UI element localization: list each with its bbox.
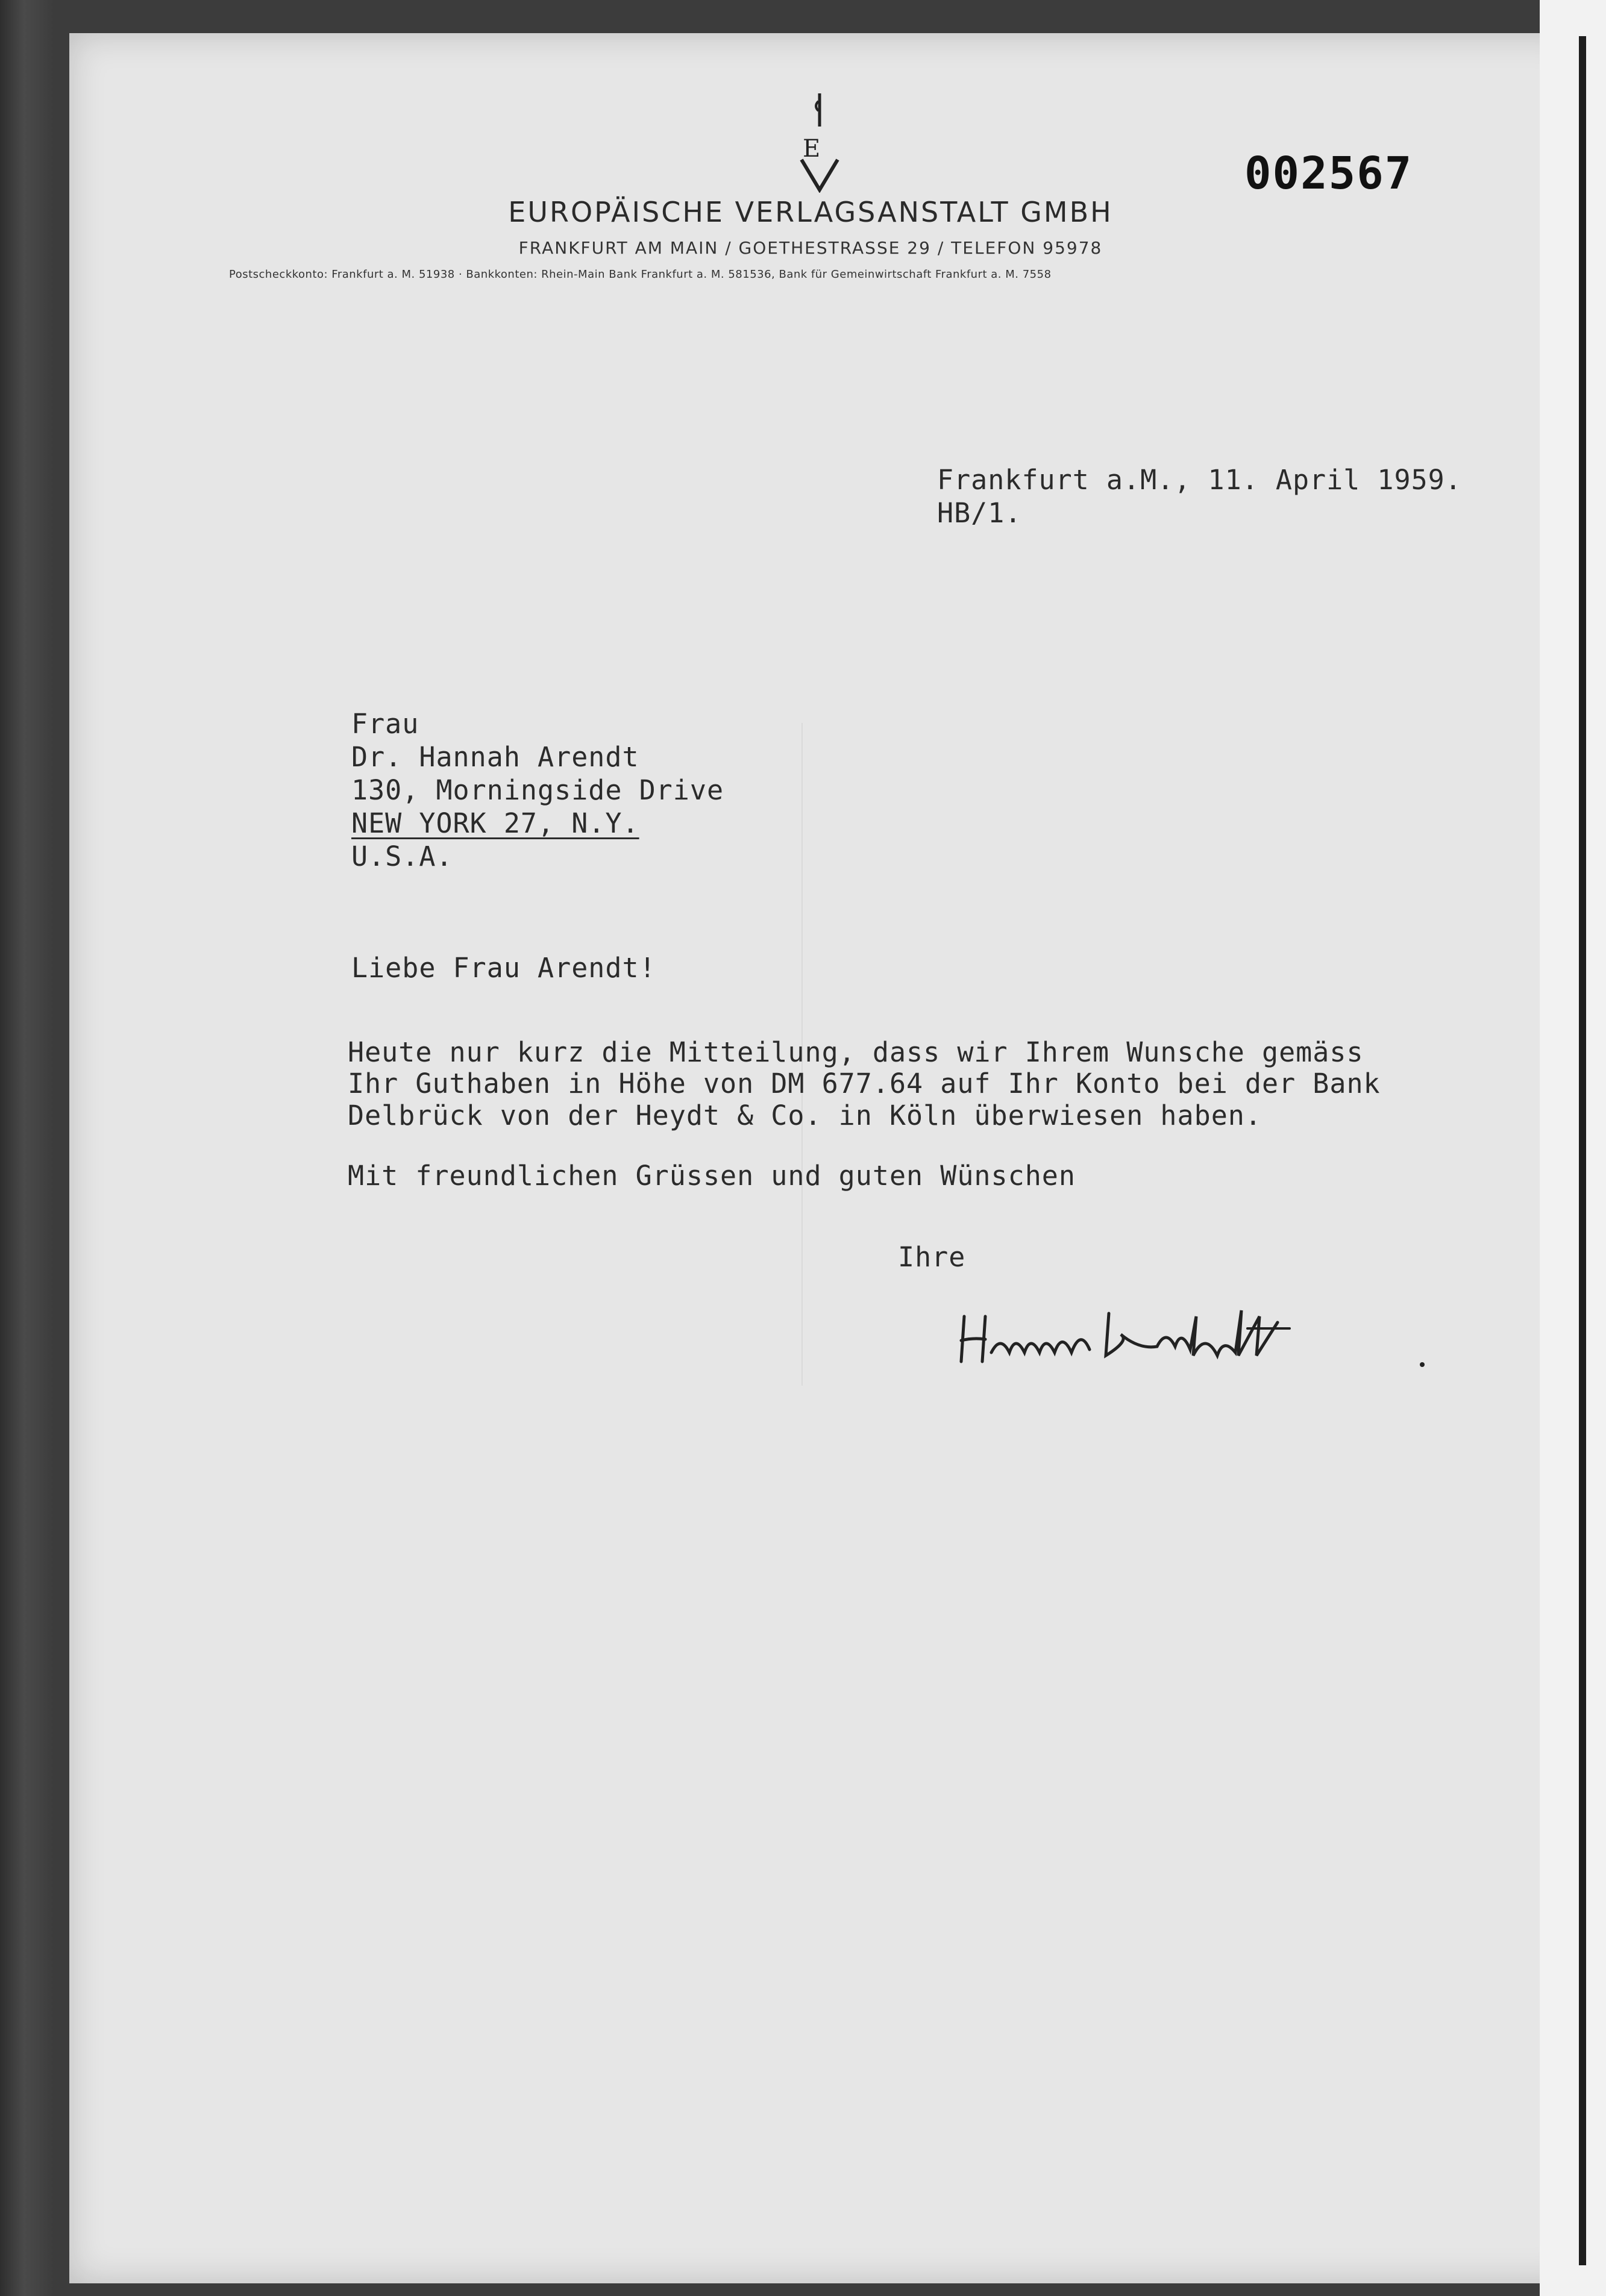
- place-date: Frankfurt a.M., 11. April 1959.: [937, 464, 1462, 496]
- recipient-city: NEW YORK 27, N.Y.: [351, 807, 639, 839]
- publisher-logo-icon: [783, 90, 856, 193]
- body-line-2: Ihr Guthaben in Höhe von DM 677.64 auf Ihr Konto bei der Bank: [348, 1068, 1381, 1100]
- body-line-3: Delbrück von der Heydt & Co. in Köln überwiesen haben.: [348, 1100, 1262, 1131]
- scan-border-line: [1579, 36, 1586, 2265]
- svg-text:E: E: [803, 135, 821, 163]
- body-line-1: Heute nur kurz die Mitteilung, dass wir Ihrem Wunsche gemäss: [348, 1036, 1364, 1068]
- scan-right-margin: [1540, 0, 1606, 2296]
- recipient-country: U.S.A.: [351, 840, 453, 872]
- recipient-title: Frau: [351, 708, 419, 740]
- recipient-name: Dr. Hannah Arendt: [351, 741, 639, 773]
- handwritten-signature: [958, 1304, 1440, 1377]
- closing-line: Mit freundlichen Grüssen und guten Wünschen: [348, 1160, 1076, 1192]
- reference-code: HB/1.: [937, 497, 1022, 529]
- letter-sheet: [69, 33, 1579, 2283]
- recipient-street: 130, Morningside Drive: [351, 774, 724, 806]
- document-number: 002567: [1244, 148, 1413, 199]
- greeting: Liebe Frau Arendt!: [351, 952, 656, 984]
- company-name: EUROPÄISCHE VERLAGSANSTALT GMBH: [508, 196, 1113, 228]
- sign-off: Ihre: [898, 1241, 966, 1273]
- company-address: FRANKFURT AM MAIN / GOETHESTRASSE 29 / TELEFON 95978: [518, 238, 1103, 258]
- bank-details: Postscheckkonto: Frankfurt a. M. 51938 · Bankkonten: Rhein-Main Bank Frankfurt a. M. 581536, Bank für Gemeinwirtschaft Frankfurt a. M. 7558: [229, 268, 1052, 281]
